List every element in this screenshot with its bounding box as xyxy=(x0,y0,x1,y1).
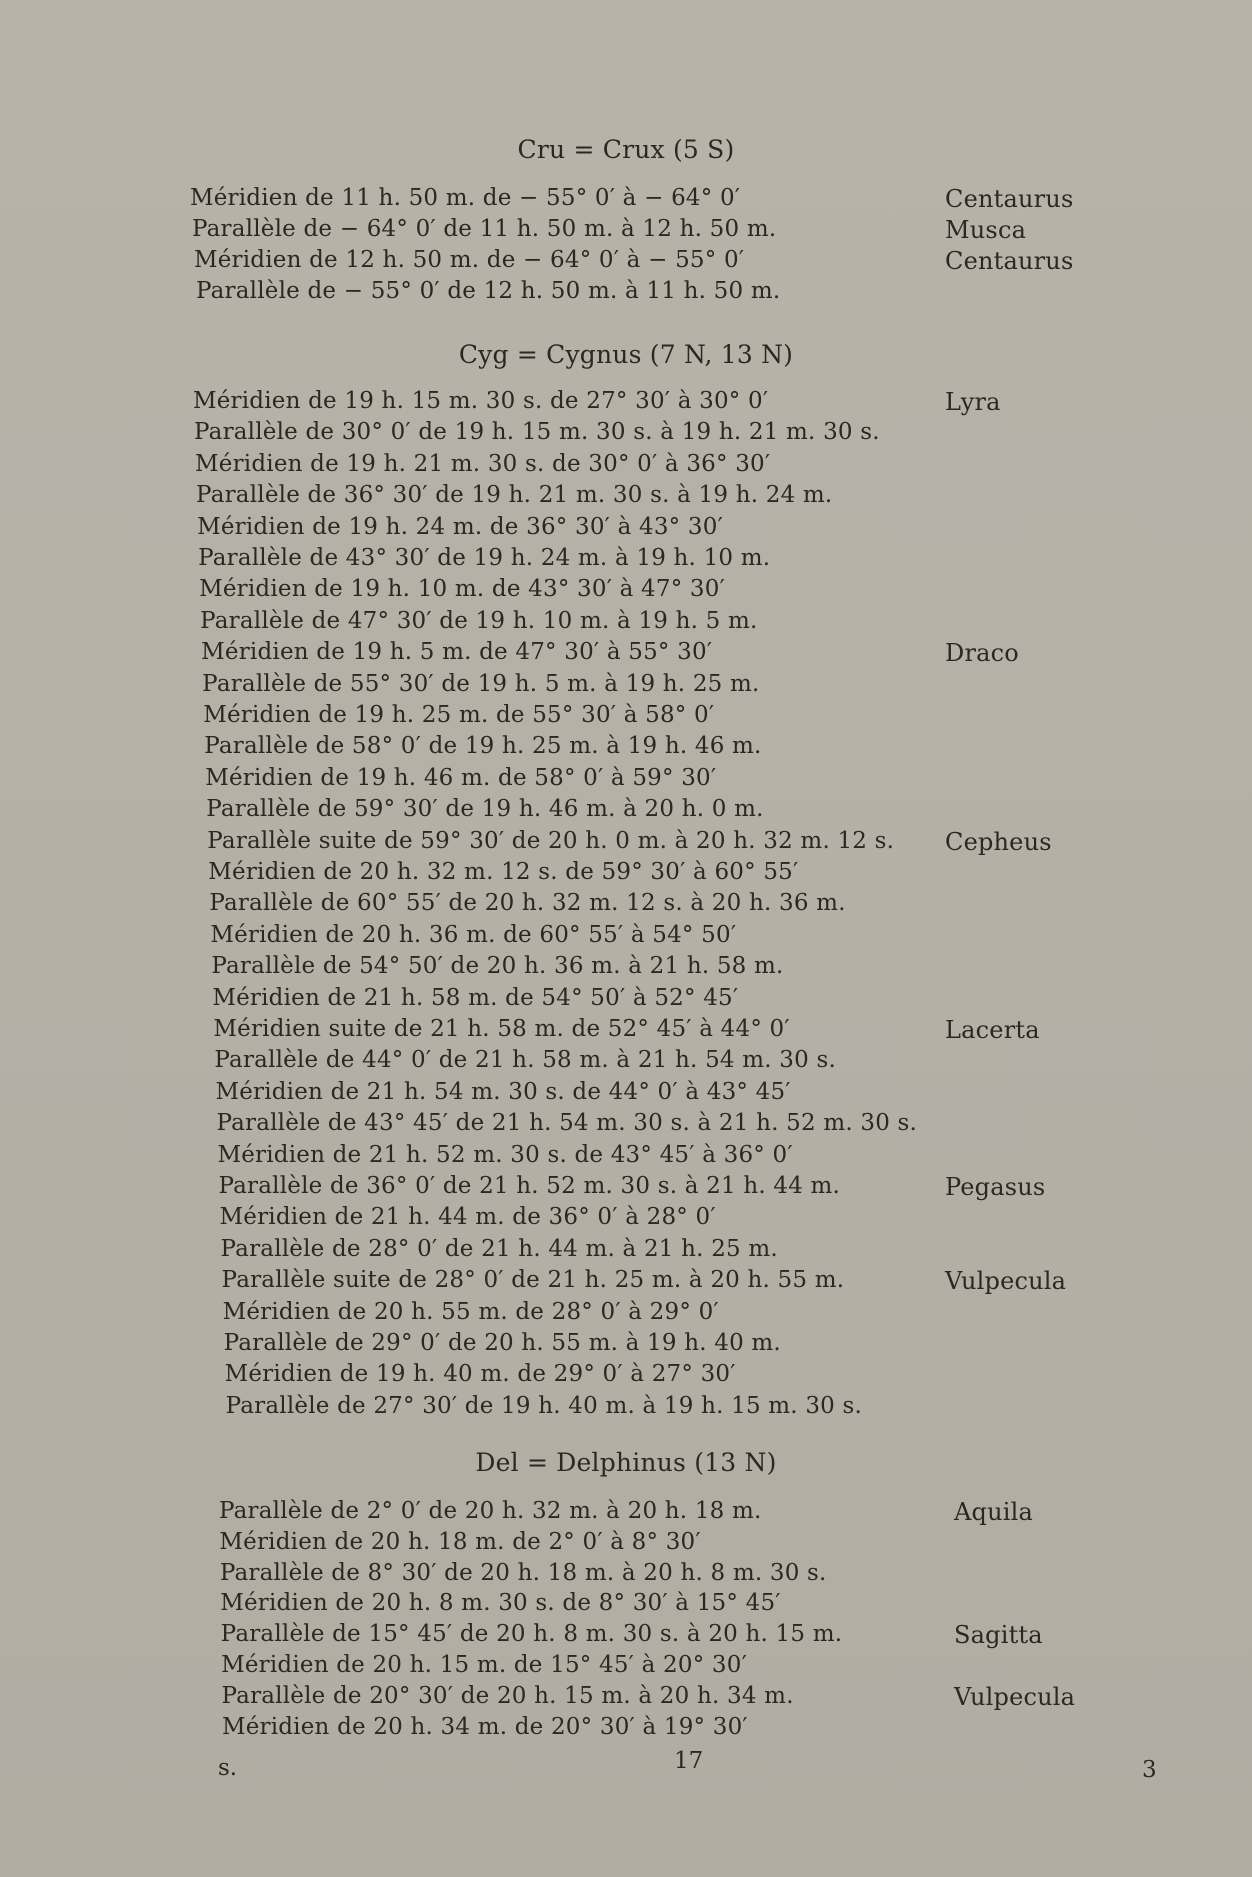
boundary-row xyxy=(0,185,1252,216)
boundary-text: Parallèle de 30° 0′ de 19 h. 15 m. 30 s. à 19 h. 21 m. 30 s. xyxy=(194,419,880,446)
boundary-row xyxy=(0,545,1252,576)
boundary-row xyxy=(0,828,1252,859)
boundary-row xyxy=(0,216,1252,247)
boundary-row xyxy=(0,953,1252,984)
boundary-row xyxy=(0,608,1252,639)
section-title: Cru = Crux (5 S) xyxy=(517,135,735,164)
boundary-row xyxy=(0,985,1252,1016)
boundary-row xyxy=(0,1204,1252,1235)
boundary-text: Méridien de 19 h. 10 m. de 43° 30′ à 47° 30′ xyxy=(199,576,726,603)
boundary-text: Méridien de 19 h. 15 m. 30 s. de 27° 30′ à 30° 0′ xyxy=(193,388,769,414)
boundary-row xyxy=(0,1047,1252,1078)
boundary-text: Méridien de 20 h. 8 m. 30 s. de 8° 30′ à 15° 45′ xyxy=(220,1590,781,1617)
boundary-row xyxy=(0,482,1252,513)
boundary-row xyxy=(0,1560,1252,1591)
neighbor-constellation: Lacerta xyxy=(945,1016,1040,1044)
boundary-text: Parallèle de 36° 30′ de 19 h. 21 m. 30 s. à 19 h. 24 m. xyxy=(196,482,833,509)
boundary-text: Méridien de 20 h. 55 m. de 28° 0′ à 29° 0′ xyxy=(222,1298,719,1325)
boundary-text: Parallèle de 28° 0′ de 21 h. 44 m. à 21 h. 25 m. xyxy=(220,1235,778,1262)
boundary-row xyxy=(0,1299,1252,1330)
boundary-row xyxy=(0,922,1252,953)
boundary-text: Méridien de 21 h. 54 m. 30 s. de 44° 0′ à 43° 45′ xyxy=(215,1078,791,1105)
boundary-row xyxy=(0,1683,1252,1714)
neighbor-constellation: Draco xyxy=(945,639,1019,668)
boundary-text: Parallèle de 27° 30′ de 19 h. 40 m. à 19 h. 15 m. 30 s. xyxy=(225,1392,863,1419)
boundary-text: Méridien de 20 h. 36 m. de 60° 55′ à 54° 50′ xyxy=(210,921,737,948)
boundary-row xyxy=(0,1016,1252,1047)
boundary-row xyxy=(0,890,1252,921)
neighbor-constellation: Centaurus xyxy=(945,185,1074,213)
boundary-text: Méridien de 20 h. 34 m. de 20° 30′ à 19° 30′ xyxy=(221,1713,748,1740)
neighbor-constellation: Musca xyxy=(945,216,1027,244)
boundary-text: Parallèle de 15° 45′ de 20 h. 8 m. 30 s. à 20 h. 15 m. xyxy=(220,1621,843,1648)
neighbor-constellation: Centaurus xyxy=(945,247,1074,275)
boundary-row xyxy=(0,796,1252,827)
boundary-row xyxy=(0,451,1252,482)
boundary-row xyxy=(0,1173,1252,1204)
boundary-text: Méridien de 19 h. 5 m. de 47° 30′ à 55° 30′ xyxy=(201,639,713,666)
boundary-text: Méridien suite de 21 h. 58 m. de 52° 45′ à 44° 0′ xyxy=(213,1016,790,1042)
boundary-row xyxy=(0,247,1252,278)
boundary-text: Méridien de 19 h. 21 m. 30 s. de 30° 0′ à 36° 30′ xyxy=(195,450,771,477)
boundary-text: Parallèle de 59° 30′ de 19 h. 46 m. à 20 h. 0 m. xyxy=(206,796,764,823)
boundary-text: Méridien de 19 h. 40 m. de 29° 0′ à 27° 30′ xyxy=(224,1361,736,1388)
neighbor-constellation: Pegasus xyxy=(945,1173,1046,1201)
boundary-row xyxy=(0,671,1252,702)
boundary-row xyxy=(0,1236,1252,1267)
boundary-row xyxy=(0,278,1252,309)
boundary-text: Parallèle de 29° 0′ de 20 h. 55 m. à 19 h. 40 m. xyxy=(223,1330,781,1356)
boundary-row xyxy=(0,1330,1252,1361)
boundary-text: Méridien de 19 h. 46 m. de 58° 0′ à 59° 30′ xyxy=(205,764,717,791)
boundary-text: Méridien de 20 h. 15 m. de 15° 45′ à 20° 30′ xyxy=(221,1652,748,1678)
boundary-text: Méridien de 20 h. 18 m. de 2° 0′ à 8° 30′ xyxy=(219,1528,701,1555)
boundary-text: Parallèle suite de 59° 30′ de 20 h. 0 m. à 20 h. 32 m. 12 s. xyxy=(207,827,895,854)
boundary-text: Parallèle de 60° 55′ de 20 h. 32 m. 12 s. à 20 h. 36 m. xyxy=(209,890,846,917)
boundary-row xyxy=(0,1110,1252,1141)
boundary-text: Parallèle de − 64° 0′ de 11 h. 50 m. à 12 h. 50 m. xyxy=(192,216,777,242)
page-number: 17 xyxy=(674,1748,704,1774)
boundary-row xyxy=(0,1393,1252,1424)
boundary-text: Parallèle de 36° 0′ de 21 h. 52 m. 30 s. à 21 h. 44 m. xyxy=(218,1173,841,1199)
boundary-text: Parallèle de 8° 30′ de 20 h. 18 m. à 20 h. 8 m. 30 s. xyxy=(219,1559,827,1586)
boundary-text: Parallèle de 47° 30′ de 19 h. 10 m. à 19 h. 5 m. xyxy=(200,607,758,634)
boundary-row xyxy=(0,702,1252,733)
boundary-row xyxy=(0,1529,1252,1560)
boundary-text: Parallèle de 2° 0′ de 20 h. 32 m. à 20 h. 18 m. xyxy=(219,1498,762,1524)
boundary-text: Parallèle de 58° 0′ de 19 h. 25 m. à 19 h. 46 m. xyxy=(204,733,762,760)
neighbor-constellation: Aquila xyxy=(954,1498,1034,1526)
boundary-row xyxy=(0,388,1252,419)
boundary-text: Méridien de 21 h. 52 m. 30 s. de 43° 45′ à 36° 0′ xyxy=(217,1141,793,1168)
boundary-row xyxy=(0,1142,1252,1173)
boundary-text: Parallèle de − 55° 0′ de 12 h. 50 m. à 11 h. 50 m. xyxy=(196,278,781,304)
boundary-text: Méridien de 21 h. 58 m. de 54° 50′ à 52° 45′ xyxy=(212,984,739,1011)
footer-signature: s. xyxy=(218,1755,238,1781)
section-title: Cyg = Cygnus (7 N, 13 N) xyxy=(458,340,794,369)
boundary-row xyxy=(0,765,1252,796)
boundary-row xyxy=(0,1652,1252,1683)
boundary-row xyxy=(0,1361,1252,1392)
boundary-text: Méridien de 19 h. 25 m. de 55° 30′ à 58° 0′ xyxy=(203,702,715,728)
neighbor-constellation: Vulpecula xyxy=(954,1682,1076,1711)
boundary-text: Méridien de 20 h. 32 m. 12 s. de 59° 30′ à 60° 55′ xyxy=(208,859,799,885)
boundary-row xyxy=(0,1267,1252,1298)
section-title: Del = Delphinus (13 N) xyxy=(475,1448,777,1477)
neighbor-constellation: Sagitta xyxy=(954,1621,1043,1650)
boundary-text: Parallèle de 44° 0′ de 21 h. 58 m. à 21 h. 54 m. 30 s. xyxy=(214,1047,836,1074)
boundary-row xyxy=(0,576,1252,607)
boundary-text: Méridien de 21 h. 44 m. de 36° 0′ à 28° 0′ xyxy=(219,1204,716,1231)
neighbor-constellation: Cepheus xyxy=(945,827,1052,856)
boundary-row xyxy=(0,1498,1252,1529)
boundary-text: Parallèle de 55° 30′ de 19 h. 5 m. à 19 h. 25 m. xyxy=(202,670,760,697)
boundary-row xyxy=(0,419,1252,450)
boundary-row xyxy=(0,859,1252,890)
boundary-row xyxy=(0,1714,1252,1745)
boundary-text: Parallèle de 43° 30′ de 19 h. 24 m. à 19 h. 10 m. xyxy=(198,545,771,571)
boundary-row xyxy=(0,1079,1252,1110)
neighbor-constellation: Lyra xyxy=(945,388,1001,416)
neighbor-constellation: Vulpecula xyxy=(945,1267,1067,1296)
boundary-text: Méridien de 19 h. 24 m. de 36° 30′ à 43° 30′ xyxy=(197,513,723,540)
boundary-text: Méridien de 11 h. 50 m. de − 55° 0′ à − 64° 0′ xyxy=(190,185,741,211)
boundary-text: Parallèle suite de 28° 0′ de 21 h. 25 m. à 20 h. 55 m. xyxy=(221,1267,845,1294)
boundary-row xyxy=(0,639,1252,670)
boundary-text: Parallèle de 43° 45′ de 21 h. 54 m. 30 s. à 21 h. 52 m. 30 s. xyxy=(216,1110,918,1137)
boundary-text: Parallèle de 54° 50′ de 20 h. 36 m. à 21 h. 58 m. xyxy=(211,953,784,980)
boundary-row xyxy=(0,1621,1252,1652)
sheet-number: 3 xyxy=(1142,1757,1157,1783)
boundary-row xyxy=(0,733,1252,764)
boundary-text: Parallèle de 20° 30′ de 20 h. 15 m. à 20 h. 34 m. xyxy=(221,1682,794,1709)
boundary-row xyxy=(0,514,1252,545)
boundary-text: Méridien de 12 h. 50 m. de − 64° 0′ à − 55° 0′ xyxy=(194,247,745,273)
boundary-row xyxy=(0,1590,1252,1621)
